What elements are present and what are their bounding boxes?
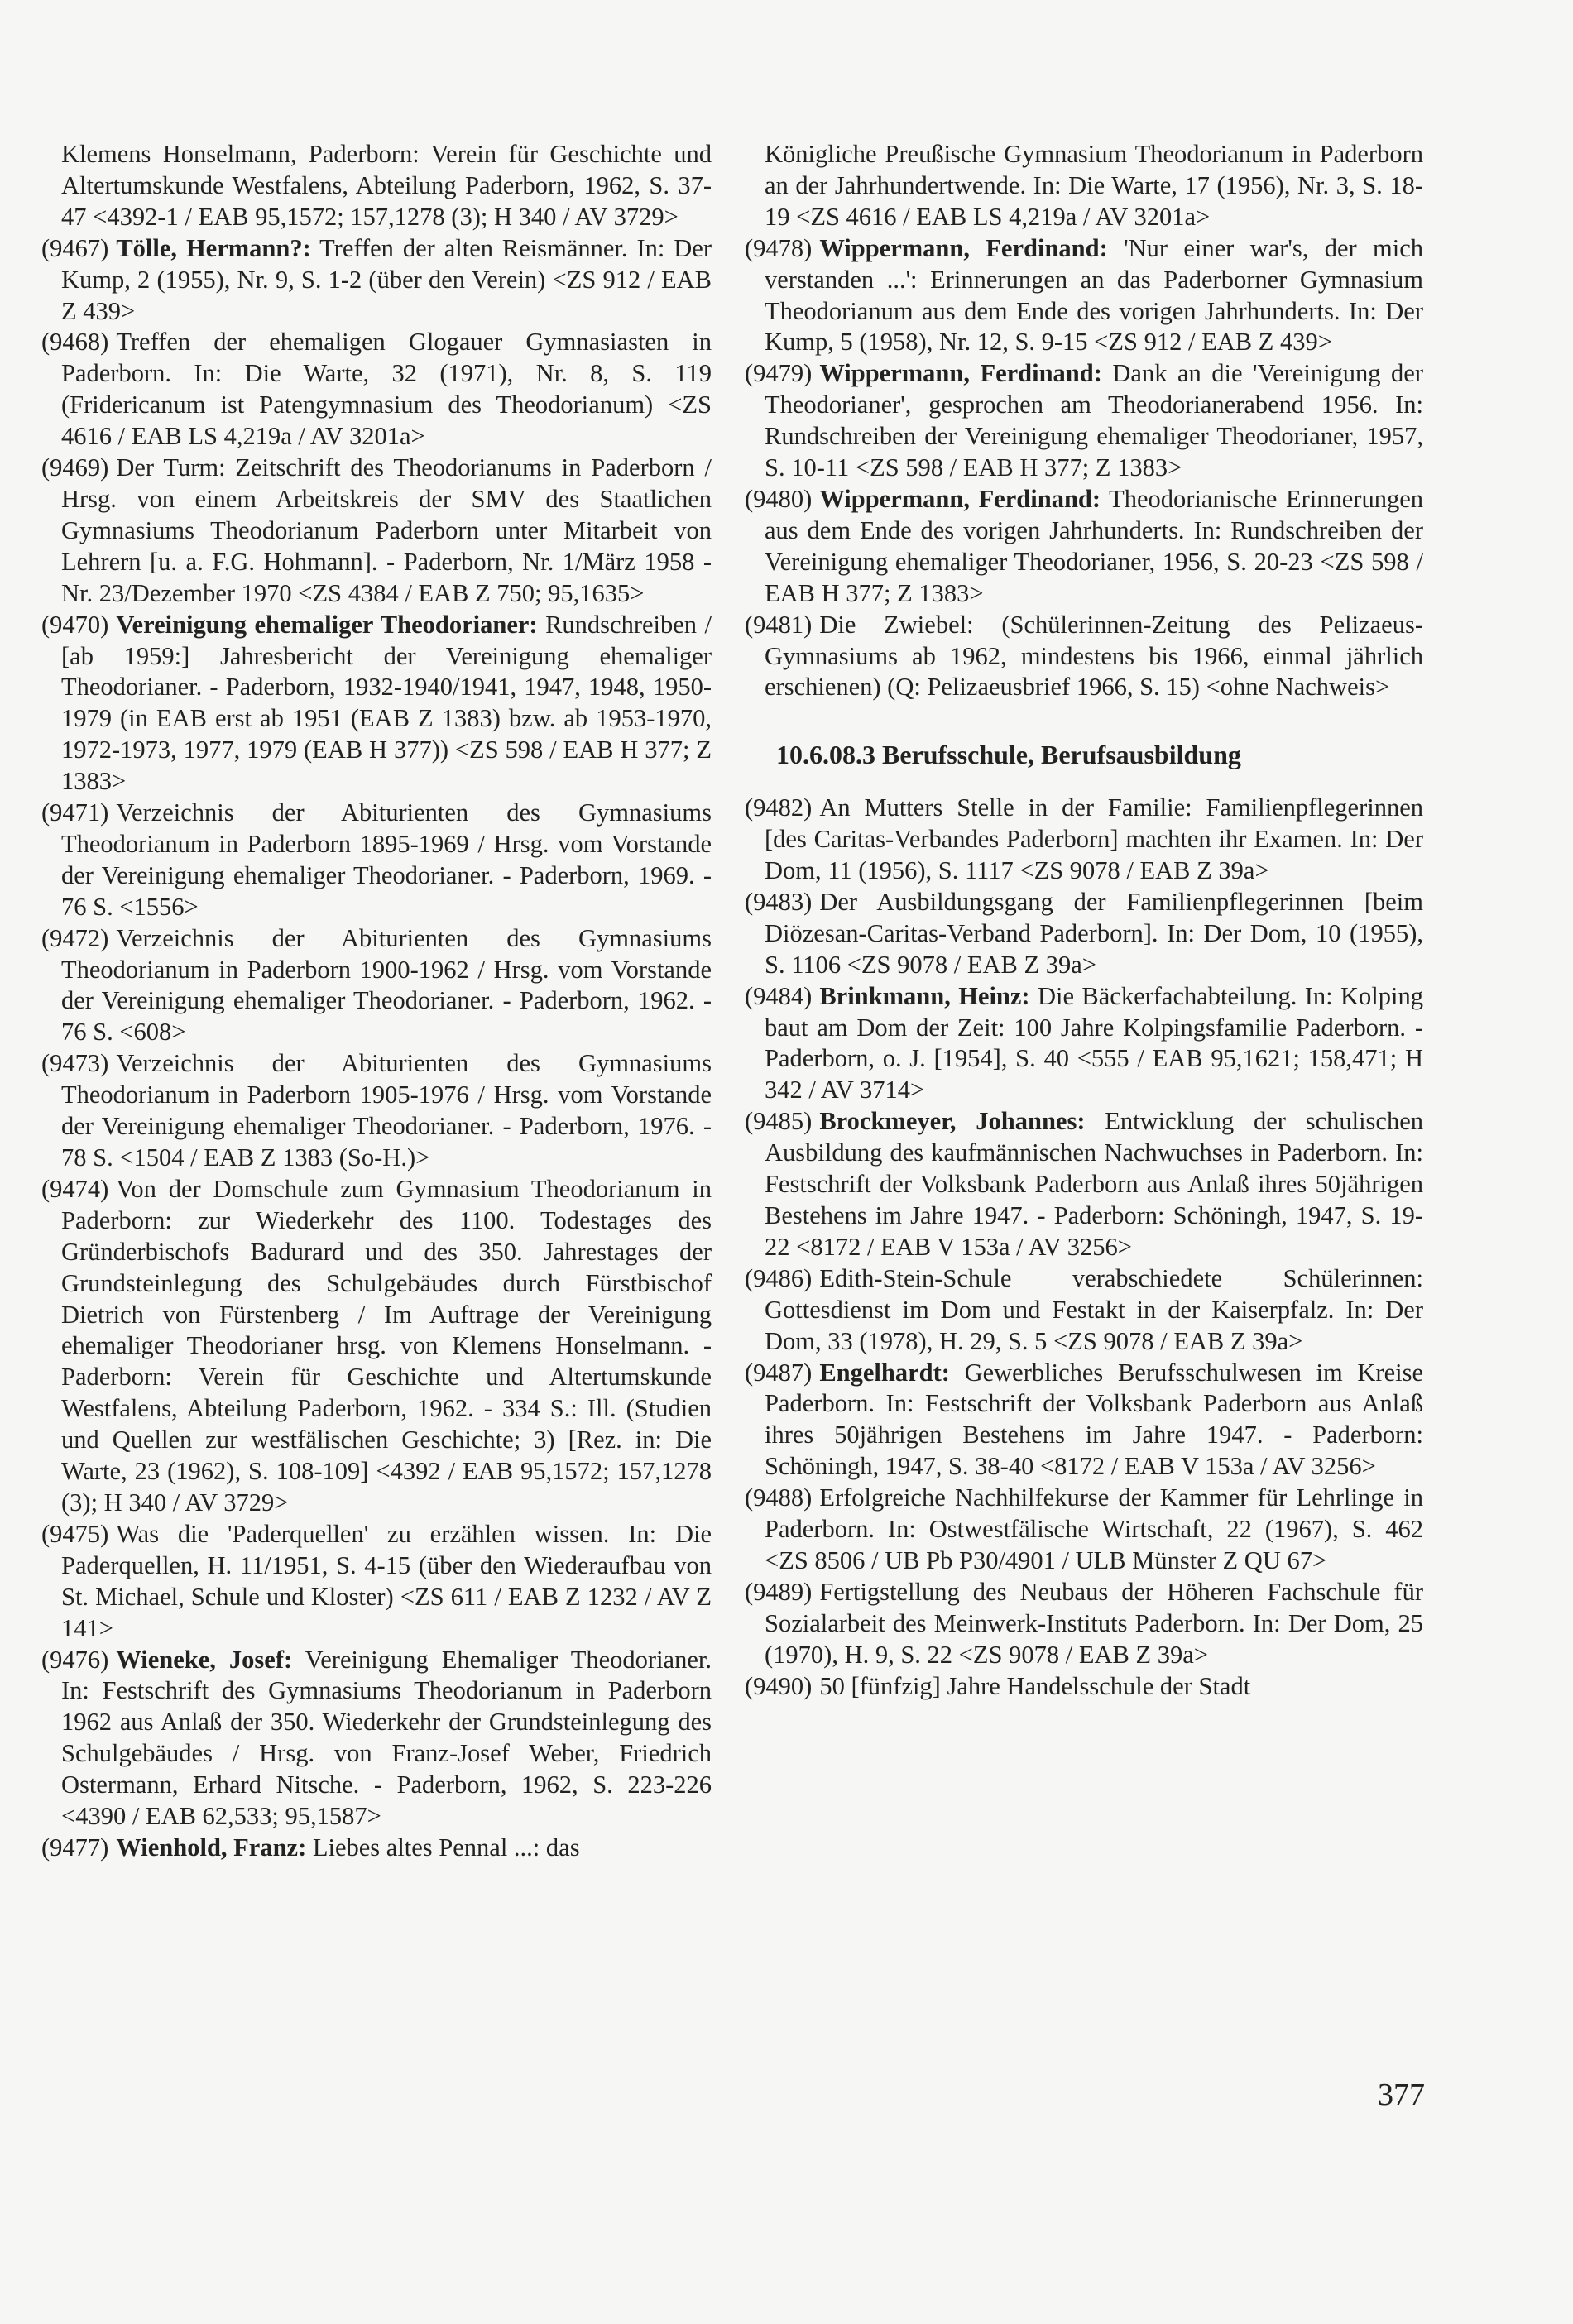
entry-author: Engelhardt: xyxy=(819,1358,950,1387)
entry-text: Fertigstellung des Neubaus der Höheren Fachschule für Sozialarbeit des Meinwerk-Instituts Paderborn. In: Der Dom, 25 (1970), H. 9, S. 22 <ZS 9078 / EAB Z 39a> xyxy=(765,1577,1423,1669)
entry-text: Treffen der ehemaligen Glogauer Gymnasiasten in Paderborn. In: Die Warte, 32 (1971), Nr. 8, S. 119 (Fridericanum ist Patengymnasium des Theodorianum) <ZS 4616 / EAB LS 4,219a / AV 3201a> xyxy=(61,328,712,451)
entry-text: 50 [fünfzig] Jahre Handelsschule der Stadt xyxy=(819,1671,1251,1700)
entry-text: Dank an die 'Vereinigung der Theodorianer', gesprochen am Theodorianerabend 1956. In: Rundschreiben der Vereinigung ehemaliger Theodorianer, 1957, S. 10-11 <ZS 598 / EAB H 377; Z 1383> xyxy=(765,359,1423,482)
entry-text: Liebes altes Pennal ...: das xyxy=(306,1833,580,1862)
entry-number: (9480) xyxy=(745,484,813,513)
bibliography-entry xyxy=(745,1263,1423,1358)
entry-author: Brinkmann, Heinz: xyxy=(819,981,1030,1010)
entry-text: Die Bäckerfachabteilung. In: Kolping baut am Dom der Zeit: 100 Jahre Kolpingsfamilie Paderborn. - Paderborn, o. J. [1954], S. 40 <555 / EAB 95,1621; 158,471; H 342 / AV 3714> xyxy=(765,981,1423,1104)
bibliography-entry xyxy=(41,1174,712,1519)
bibliography-entry xyxy=(745,358,1423,484)
entry-author: Wippermann, Ferdinand: xyxy=(819,484,1101,513)
bibliography-entry xyxy=(745,610,1423,704)
bibliography-entry xyxy=(745,1483,1423,1577)
bibliography-entry xyxy=(745,1106,1423,1263)
bibliography-entry xyxy=(745,1671,1423,1703)
entry-text: Treffen der alten Reismänner. In: Der Kump, 2 (1955), Nr. 9, S. 1-2 (über den Verein) <ZS 912 / EAB Z 439> xyxy=(61,233,712,325)
bibliography-entry xyxy=(41,327,712,453)
entry-text: Was die 'Paderquellen' zu erzählen wissen. In: Die Paderquellen, H. 11/1951, S. 4-15 (über den Wiederaufbau von St. Michael, Schule und Kloster) <ZS 611 / EAB Z 1232 / AV Z 141> xyxy=(61,1519,712,1642)
entry-text: Die Zwiebel: (Schülerinnen-Zeitung des Pelizaeus-Gymnasiums ab 1962, mindestens bis 1966, einmal jährlich erschienen) (Q: Pelizaeusbrief 1966, S. 15) <ohne Nachweis> xyxy=(765,610,1423,702)
page-number: 377 xyxy=(1378,2077,1425,2112)
right-column xyxy=(745,139,1423,1703)
entry-number: (9485) xyxy=(745,1107,813,1136)
entry-author: Wippermann, Ferdinand: xyxy=(819,359,1102,388)
entry-text: Erfolgreiche Nachhilfekurse der Kammer für Lehrlinge in Paderborn. In: Ostwestfälische Wirtschaft, 22 (1967), S. 462 <ZS 8506 / UB Pb P30/4901 / ULB Münster Z QU 67> xyxy=(765,1483,1423,1574)
entry-text: Klemens Honselmann, Paderborn: Verein für Geschichte und Altertumskunde Westfalens, Abteilung Paderborn, 1962, S. 37-47 <4392-1 / EAB 95,1572; 157,1278 (3); H 340 / AV 3729> xyxy=(61,140,712,231)
entry-number: (9481) xyxy=(745,610,813,639)
entry-number: (9487) xyxy=(745,1358,813,1387)
entry-number: (9473) xyxy=(41,1049,109,1078)
entry-text: Königliche Preußische Gymnasium Theodorianum in Paderborn an der Jahrhundertwende. In: Die Warte, 17 (1956), Nr. 3, S. 18-19 <ZS 4616 / EAB LS 4,219a / AV 3201a> xyxy=(765,140,1423,231)
bibliography-entry xyxy=(745,793,1423,887)
bibliography-entry xyxy=(745,981,1423,1107)
entry-text: Gewerbliches Berufsschulwesen im Kreise Paderborn. In: Festschrift der Volksbank Paderborn aus Anlaß ihres 50jährigen Bestehens im Jahre 1947. - Paderborn: Schöningh, 1947, S. 38-40 <8172 / EAB V 153a / AV 3256> xyxy=(765,1358,1423,1481)
bibliography-entry xyxy=(745,484,1423,610)
entry-number: (9469) xyxy=(41,453,109,482)
entry-text: Vereinigung Ehemaliger Theodorianer. In: Festschrift des Gymnasiums Theodorianum in Paderborn 1962 aus Anlaß der 350. Wiederkehr der Grundsteinlegung des Schulgebäudes / Hrsg. von Franz-Josef Weber, Friedrich Ostermann, Erhard Nitsche. - Paderborn, 1962, S. 223-226 <4390 / EAB 62,533; 95,1587> xyxy=(61,1645,712,1831)
entry-author: Tölle, Hermann?: xyxy=(116,233,311,262)
entry-author: Brockmeyer, Johannes: xyxy=(819,1107,1086,1136)
entry-number: (9475) xyxy=(41,1519,109,1548)
left-column xyxy=(41,139,712,1864)
entry-number: (9490) xyxy=(745,1671,813,1700)
entry-author: Wieneke, Josef: xyxy=(116,1645,293,1674)
entry-number: (9477) xyxy=(41,1833,109,1862)
entry-number: (9488) xyxy=(745,1483,813,1512)
bibliography-entry xyxy=(745,1577,1423,1671)
entry-text: An Mutters Stelle in der Familie: Familienpflegerinnen [des Caritas-Verbandes Paderborn] machten ihr Examen. In: Der Dom, 11 (1956), S. 1117 <ZS 9078 / EAB Z 39a> xyxy=(765,793,1423,885)
bibliography-entry xyxy=(745,1358,1423,1483)
entry-text: Edith-Stein-Schule verabschiedete Schülerinnen: Gottesdienst im Dom und Festakt in der Kaiserpfalz. In: Der Dom, 33 (1978), H. 29, S. 5 <ZS 9078 / EAB Z 39a> xyxy=(765,1263,1423,1355)
entry-number: (9476) xyxy=(41,1645,109,1674)
bibliography-entry xyxy=(41,453,712,610)
entry-text: Der Ausbildungsgang der Familienpflegerinnen [beim Diözesan-Caritas-Verband Paderborn]. In: Der Dom, 10 (1955), S. 1106 <ZS 9078 / EAB Z 39a> xyxy=(765,887,1423,979)
entry-text: Entwicklung der schulischen Ausbildung des kaufmännischen Nachwuchses in Paderborn. In: Festschrift der Volksbank Paderborn aus Anlaß ihres 50jährigen Bestehens im Jahre 1947. - Paderborn: Schöningh, 1947, S. 19-22 <8172 / EAB V 153a / AV 3256> xyxy=(765,1107,1423,1261)
entry-number: (9486) xyxy=(745,1263,813,1292)
entry-number: (9489) xyxy=(745,1577,813,1606)
bibliography-entry xyxy=(41,798,712,923)
entry-number: (9467) xyxy=(41,233,109,262)
entry-text: Von der Domschule zum Gymnasium Theodorianum in Paderborn: zur Wiederkehr des 1100. Todestages des Gründerbischofs Badurard und des 350. Jahrestages der Grundsteinlegung des Schulgebäudes durch Fürstbischof Dietrich von Fürstenberg / Im Auftrage der Vereinigung ehemaliger Theodorianer hrsg. von Klemens Honselmann. - Paderborn: Verein für Geschichte und Altertumskunde Westfalens, Abteilung Paderborn, 1962. - 334 S.: Ill. (Studien und Quellen zur westfälischen Geschichte; 3) [Rez. in: Die Warte, 23 (1962), S. 108-109] <4392 / EAB 95,1572; 157,1278 (3); H 340 / AV 3729> xyxy=(61,1174,712,1517)
bibliography-entry xyxy=(41,1519,712,1645)
bibliography-entry xyxy=(41,610,712,798)
entry-number: (9483) xyxy=(745,887,813,916)
section-heading: 10.6.08.3 Berufsschule, Berufsausbildung xyxy=(776,740,1241,770)
entry-text: 'Nur einer war's, der mich verstanden ...': Erinnerungen an das Paderborner Gymnasium Theodorianum aus dem Ende des vorigen Jahrhunderts. In: Der Kump, 5 (1958), Nr. 12, S. 9-15 <ZS 912 / EAB Z 439> xyxy=(765,233,1423,357)
entry-text: Theodorianische Erinnerungen aus dem Ende des vorigen Jahrhunderts. In: Rundschreiben der Vereinigung ehemaliger Theodorianer, 1956, S. 20-23 <ZS 598 / EAB H 377; Z 1383> xyxy=(765,484,1423,607)
entry-number: (9474) xyxy=(41,1174,109,1203)
entry-text: Rundschreiben / [ab 1959:] Jahresbericht der Vereinigung ehemaliger Theodorianer. - Paderborn, 1932-1940/1941, 1947, 1948, 1950-1979 (in EAB erst ab 1951 (EAB Z 1383) bzw. ab 1953-1970, 1972-1973, 1977, 1979 (EAB H 377)) <ZS 598 / EAB H 377; Z 1383> xyxy=(61,610,712,796)
entry-author: Wippermann, Ferdinand: xyxy=(819,233,1108,262)
entry-author: Vereinigung ehemaliger Theodorianer: xyxy=(116,610,538,639)
bibliography-entry xyxy=(41,1645,712,1833)
bibliography-entry xyxy=(41,1833,712,1864)
bibliography-entry xyxy=(41,139,712,233)
entry-number: (9470) xyxy=(41,610,109,639)
entry-text: Verzeichnis der Abiturienten des Gymnasiums Theodorianum in Paderborn 1905-1976 / Hrsg. vom Vorstande der Vereinigung ehemaliger Theodorianer. - Paderborn, 1976. - 78 S. <1504 / EAB Z 1383 (So-H.)> xyxy=(61,1049,712,1172)
bibliography-entry xyxy=(745,887,1423,981)
entry-number: (9472) xyxy=(41,923,109,952)
bibliography-entry xyxy=(41,233,712,328)
entry-number: (9478) xyxy=(745,233,813,262)
bibliography-entry xyxy=(41,1048,712,1174)
entry-text: Verzeichnis der Abiturienten des Gymnasiums Theodorianum in Paderborn 1900-1962 / Hrsg. vom Vorstande der Vereinigung ehemaliger Theodorianer. - Paderborn, 1962. - 76 S. <608> xyxy=(61,923,712,1047)
entry-text: Verzeichnis der Abiturienten des Gymnasiums Theodorianum in Paderborn 1895-1969 / Hrsg. vom Vorstande der Vereinigung ehemaliger Theodorianer. - Paderborn, 1969. - 76 S. <1556> xyxy=(61,798,712,921)
entry-number: (9468) xyxy=(41,328,109,357)
entry-number: (9479) xyxy=(745,359,813,388)
bibliography-entry xyxy=(41,923,712,1049)
entry-number: (9471) xyxy=(41,798,109,827)
entry-number: (9484) xyxy=(745,981,813,1010)
entry-number: (9482) xyxy=(745,793,813,822)
bibliography-entry xyxy=(745,233,1423,359)
entry-text: Der Turm: Zeitschrift des Theodorianums in Paderborn / Hrsg. von einem Arbeitskreis der SMV des Staatlichen Gymnasiums Theodorianum Paderborn unter Mitarbeit von Lehrern [u. a. F.G. Hohmann]. - Paderborn, Nr. 1/März 1958 - Nr. 23/Dezember 1970 <ZS 4384 / EAB Z 750; 95,1635> xyxy=(61,453,712,607)
entry-author: Wienhold, Franz: xyxy=(116,1833,307,1862)
bibliography-entry xyxy=(745,139,1423,233)
